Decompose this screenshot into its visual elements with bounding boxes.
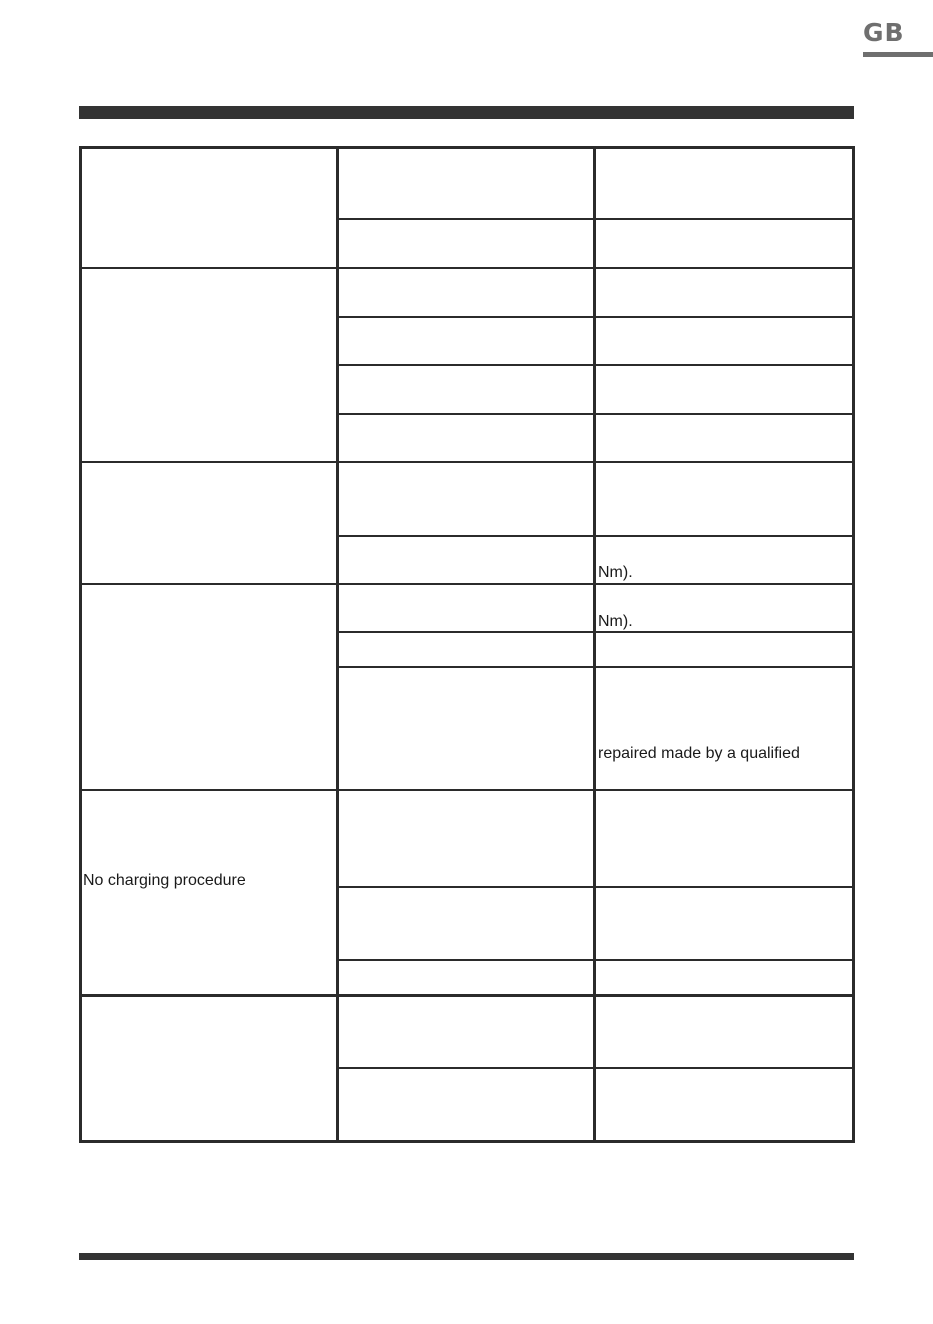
solution-text: Nm). [598,564,633,581]
row-separator [79,789,855,791]
language-badge [863,18,933,58]
sub-row-separator [336,316,855,318]
sub-row-separator [336,535,855,537]
sub-row-separator [336,364,855,366]
troubleshooting-table [79,146,855,1143]
sub-row-separator [336,218,855,220]
row-separator [79,461,855,463]
table-border-top [79,146,855,149]
bottom-footer-bar [79,1253,854,1260]
sub-row-separator [336,413,855,415]
sub-row-separator [336,959,855,961]
language-code: GB [863,18,905,47]
solution-text: repaired made by a qualified [598,745,800,762]
language-underline [863,52,933,57]
table-border-bottom [79,1140,855,1143]
row-separator [79,583,855,585]
top-header-bar [79,106,854,119]
solution-text: Nm). [598,613,633,630]
sub-row-separator [336,666,855,668]
sub-row-separator [336,631,855,633]
problem-text: No charging procedure [83,872,246,889]
row-separator [79,994,855,997]
sub-row-separator [336,886,855,888]
row-separator [79,267,855,269]
sub-row-separator [336,1067,855,1069]
